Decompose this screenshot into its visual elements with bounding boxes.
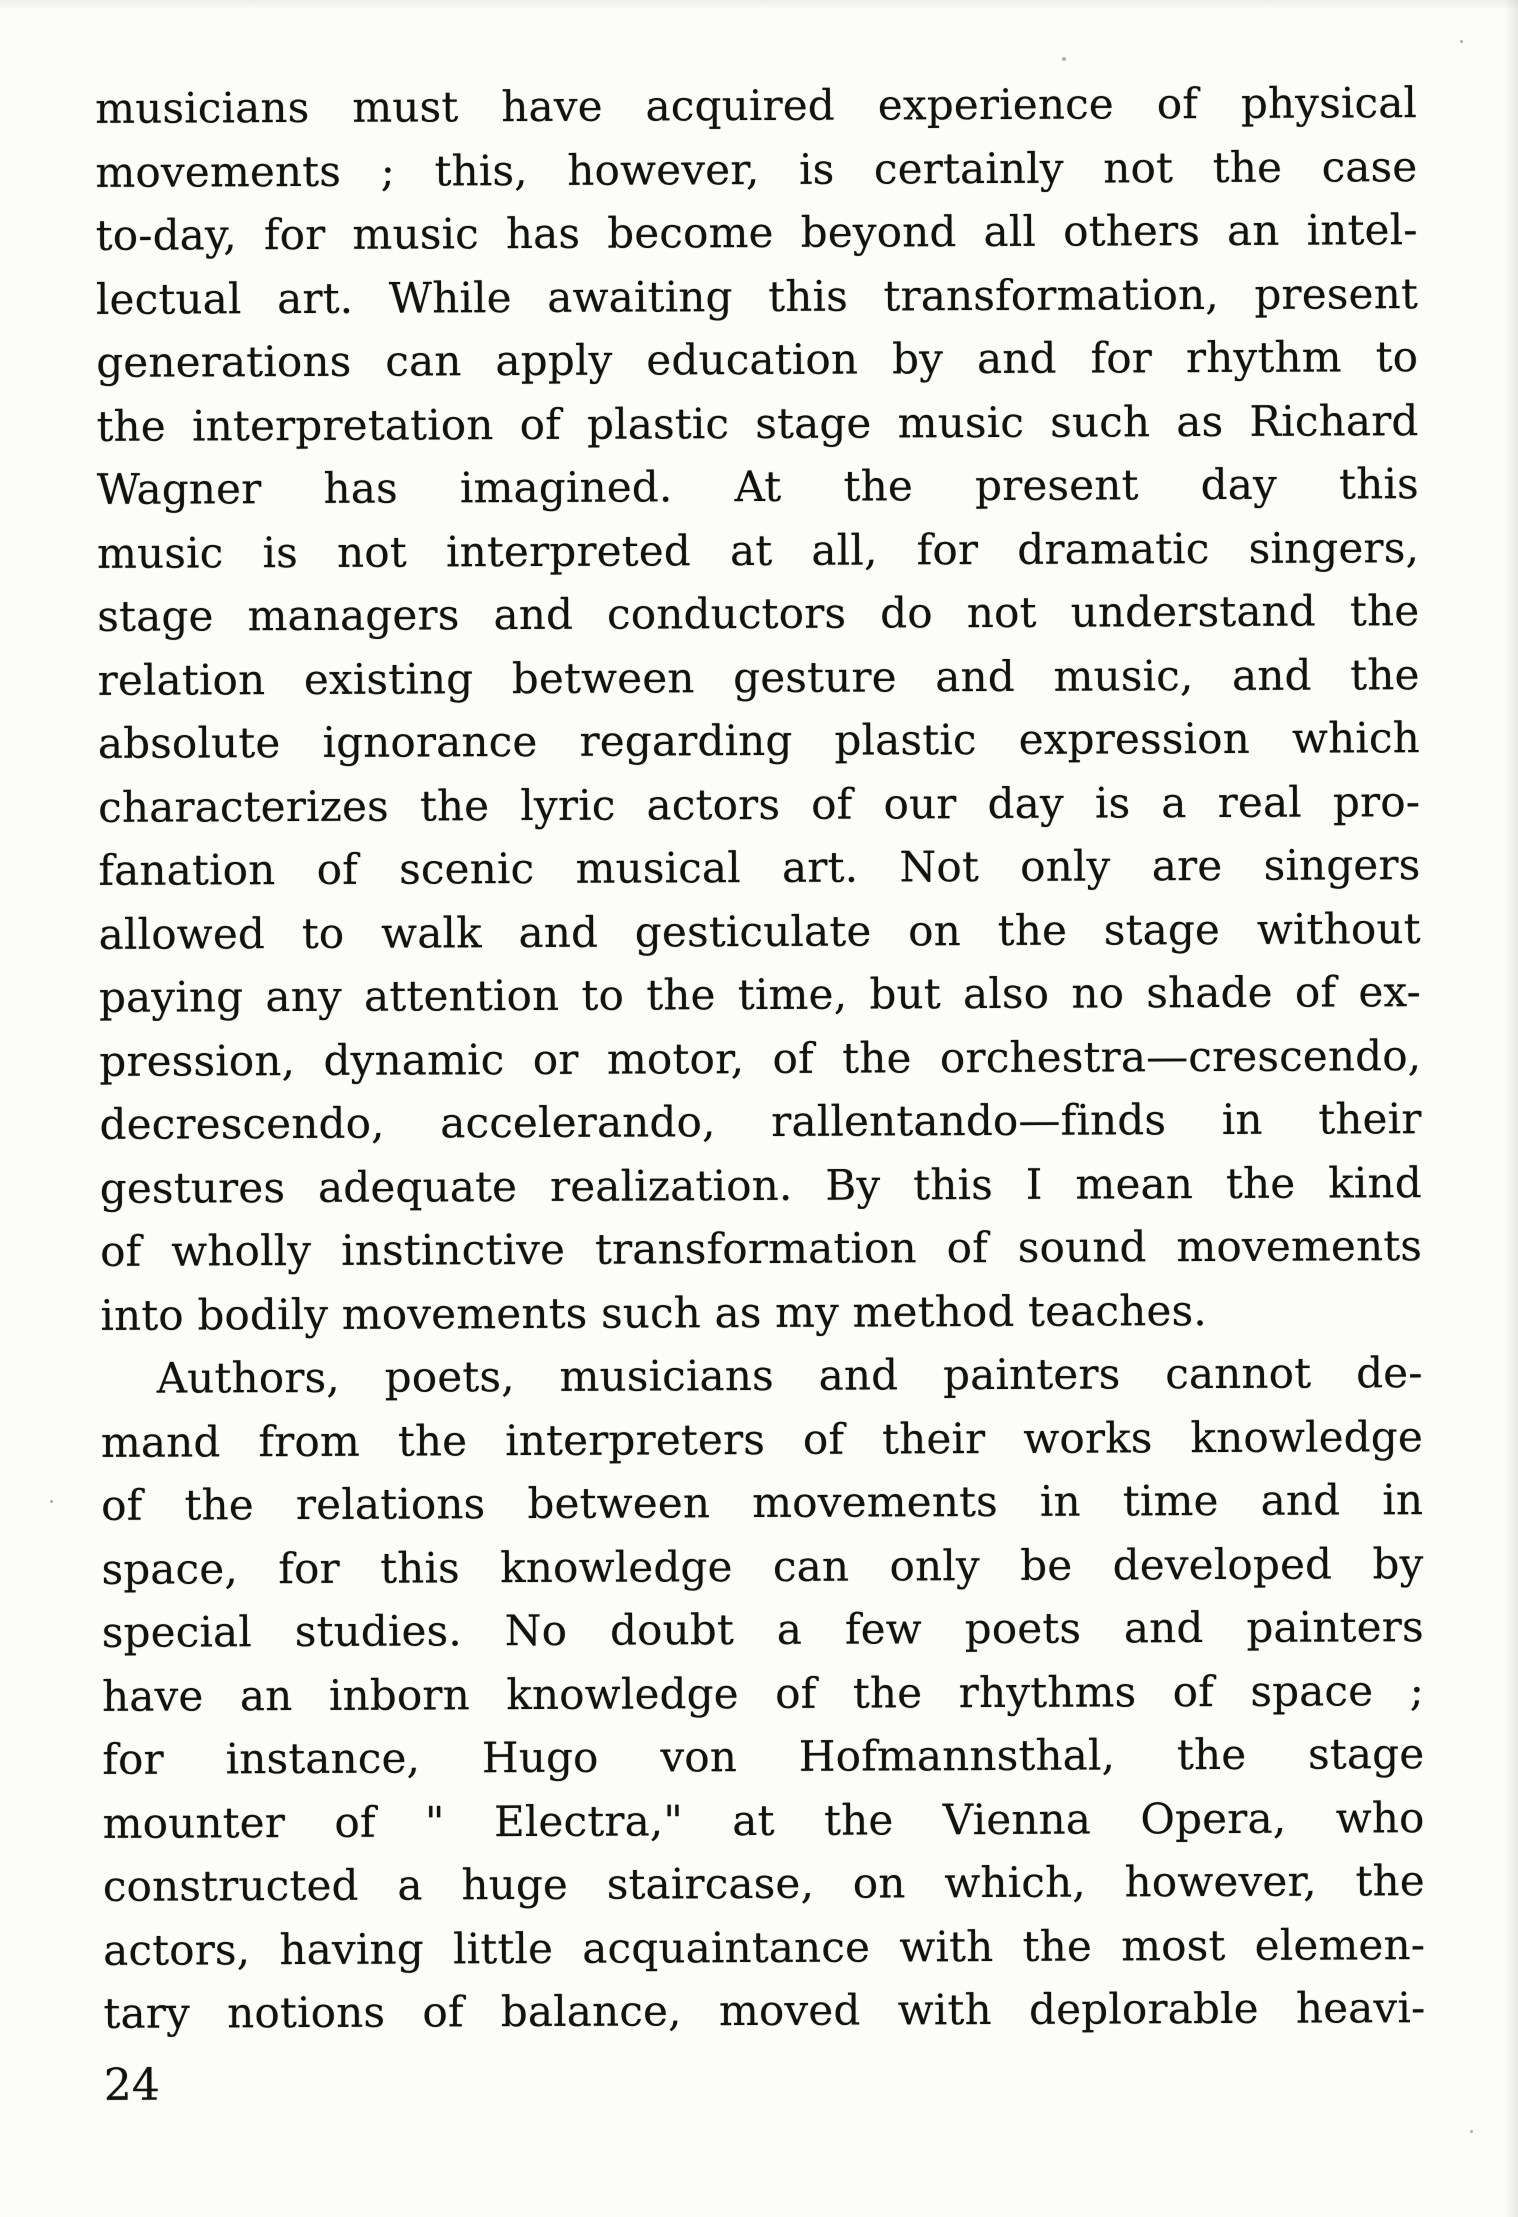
text-line: paying any attention to the time, but also no shade of ex- [98, 967, 1422, 1022]
scan-edge-shade-top [0, 0, 1518, 10]
text-line: mounter of " Electra," at the Vienna Opera, who [102, 1792, 1425, 1848]
text-line: into bodily movements such as my method teaches. [100, 1285, 1207, 1340]
text-line: tary notions of balance, moved with deplorable heavi- [103, 1983, 1426, 2038]
text-line: music is not interpreted at all, for dramatic singers, [96, 522, 1420, 578]
text-line: have an inborn knowledge of the rhythms of space ; [101, 1665, 1425, 1721]
text-line: to-day, for music has become beyond all others an intel- [95, 205, 1418, 260]
scan-speckle [1062, 57, 1066, 61]
text-line: the interpretation of plastic stage music such as Richard [96, 395, 1419, 451]
text-line: stage managers and conductors do not understand the [97, 586, 1420, 641]
text-line-paragraph-start: Authors, poets, musicians and painters cannot de- [156, 1348, 1423, 1403]
text-line: constructed a huge staircase, on which, however, the [102, 1856, 1425, 1911]
text-line: mand from the interpreters of their works knowledge [100, 1411, 1424, 1467]
text-line: characterizes the lyric actors of our day is a real pro- [98, 776, 1421, 832]
text-line: relation existing between gesture and music, and the [97, 649, 1420, 705]
text-line: decrescendo, accelerando, rallentando—finds in their [99, 1094, 1422, 1149]
text-line: space, for this knowledge can only be developed by [101, 1538, 1424, 1594]
body-text [95, 71, 1426, 2115]
text-line: movements ; this, however, is certainly not the case [95, 141, 1418, 197]
scan-speckle [1460, 40, 1463, 43]
text-line: generations can apply education by and for rhythm to [96, 332, 1419, 387]
scan-speckle [50, 1500, 53, 1503]
text-line: Wagner has imagined. At the present day this [96, 459, 1419, 514]
scan-edge-shade-right [1504, 0, 1518, 2217]
page-number: 24 [103, 2059, 160, 2111]
text-line: for instance, Hugo von Hofmannsthal, the stage [102, 1729, 1425, 1784]
text-line: special studies. No doubt a few poets and painters [101, 1602, 1424, 1657]
text-line: absolute ignorance regarding plastic expression which [97, 713, 1421, 768]
text-line: actors, having little acquaintance with the most elemen- [103, 1919, 1426, 1975]
text-line: allowed to walk and gesticulate on the stage without [98, 903, 1421, 959]
text-line: musicians must have acquired experience of physical [95, 78, 1418, 133]
text-line: of wholly instinctive transformation of sound movements [100, 1221, 1423, 1276]
scan-speckle [1470, 2130, 1473, 2133]
text-line: of the relations between movements in time and in [101, 1475, 1424, 1530]
text-line: lectual art. While awaiting this transformation, present [95, 268, 1419, 324]
text-line: fanation of scenic musical art. Not only are singers [98, 840, 1421, 895]
text-line: gestures adequate realization. By this I mean the kind [99, 1157, 1422, 1213]
text-line: pression, dynamic or motor, of the orchestra—crescendo, [99, 1030, 1422, 1086]
